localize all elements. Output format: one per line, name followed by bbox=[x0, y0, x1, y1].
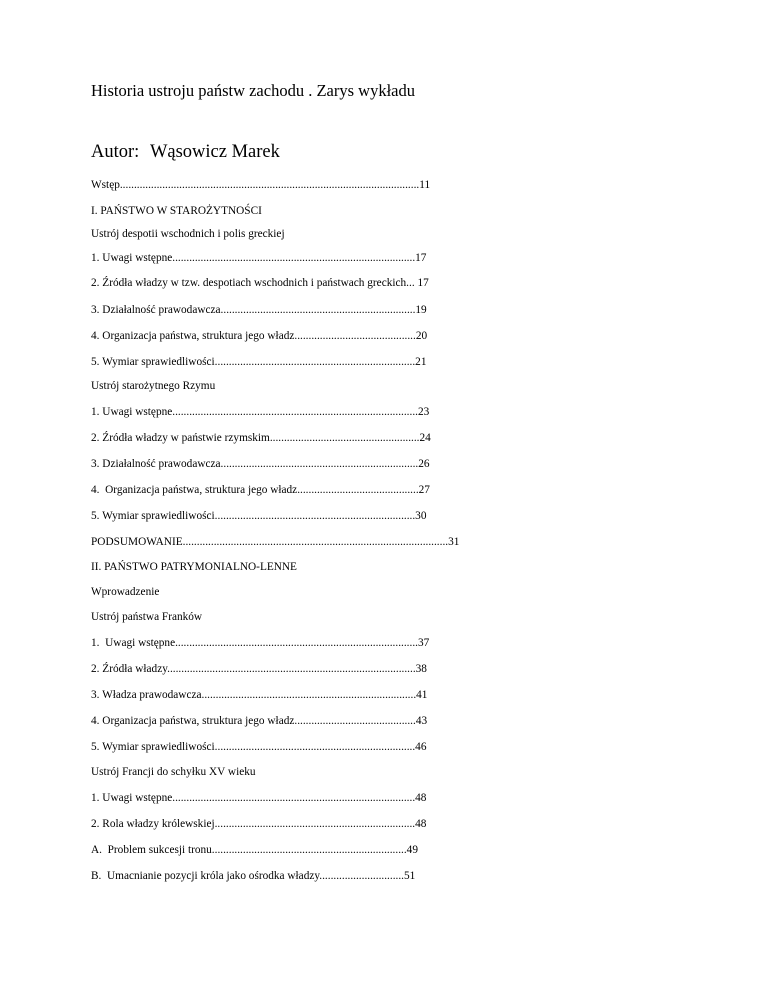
toc-entry: Wstęp..........................................................................................................11 bbox=[91, 179, 431, 191]
document-title: Historia ustroju państw zachodu . Zarys wykładu bbox=[91, 81, 415, 100]
toc-entry: 1. Uwagi wstępne......................................................................................17 bbox=[91, 252, 427, 264]
toc-entry: Ustrój starożytnego Rzymu bbox=[91, 380, 216, 392]
toc-entry: 1. Uwagi wstępne.......................................................................................23 bbox=[91, 406, 430, 418]
toc-entry: 5. Wymiar sprawiedliwości.......................................................................30 bbox=[91, 510, 427, 522]
toc-entry: 4. Organizacja państwa, struktura jego władz...........................................27 bbox=[91, 484, 430, 496]
toc-entry: 2. Źródła władzy w tzw. despotiach wschodnich i państwach greckich... 17 bbox=[91, 277, 429, 289]
toc-entry: 2. Źródła władzy w państwie rzymskim.....................................................24 bbox=[91, 432, 431, 444]
toc-entry: 4. Organizacja państwa, struktura jego władz...........................................43 bbox=[91, 715, 428, 727]
toc-entry: PODSUMOWANIE..............................................................................................31 bbox=[91, 536, 460, 548]
toc-entry: 1. Uwagi wstępne......................................................................................48 bbox=[91, 792, 427, 804]
toc-entry: A. Problem sukcesji tronu.....................................................................49 bbox=[91, 844, 418, 856]
toc-entry: II. PAŃSTWO PATRYMONIALNO-LENNE bbox=[91, 561, 297, 573]
toc-entry: Wprowadzenie bbox=[91, 586, 160, 598]
toc-entry: 3. Władza prawodawcza............................................................................41 bbox=[91, 689, 428, 701]
toc-entry: Ustrój państwa Franków bbox=[91, 611, 203, 623]
author-name: Wąsowicz Marek bbox=[149, 142, 280, 162]
toc-entry: 5. Wymiar sprawiedliwości.......................................................................46 bbox=[91, 741, 427, 753]
toc-entry: I. PAŃSTWO W STAROŻYTNOŚCI bbox=[91, 205, 262, 217]
toc-entry: B. Umacnianie pozycji króla jako ośrodka władzy..............................51 bbox=[91, 870, 416, 882]
toc-entry: 3. Działalność prawodawcza......................................................................26 bbox=[91, 458, 430, 470]
toc-entry: 4. Organizacja państwa, struktura jego władz...........................................20 bbox=[91, 330, 428, 342]
document-author bbox=[91, 142, 280, 163]
toc-entry: Ustrój despotii wschodnich i polis greckiej bbox=[91, 228, 285, 240]
toc-entry: 2. Rola władzy królewskiej.......................................................................48 bbox=[91, 818, 427, 830]
toc-entry: 5. Wymiar sprawiedliwości.......................................................................21 bbox=[91, 356, 427, 368]
toc-entry: 1. Uwagi wstępne......................................................................................37 bbox=[91, 637, 430, 649]
author-label: Autor: bbox=[91, 142, 140, 162]
toc-entry: 2. Źródła władzy........................................................................................38 bbox=[91, 663, 427, 675]
toc-entry: Ustrój Francji do schyłku XV wieku bbox=[91, 766, 256, 778]
toc-entry: 3. Działalność prawodawcza.....................................................................19 bbox=[91, 304, 427, 316]
